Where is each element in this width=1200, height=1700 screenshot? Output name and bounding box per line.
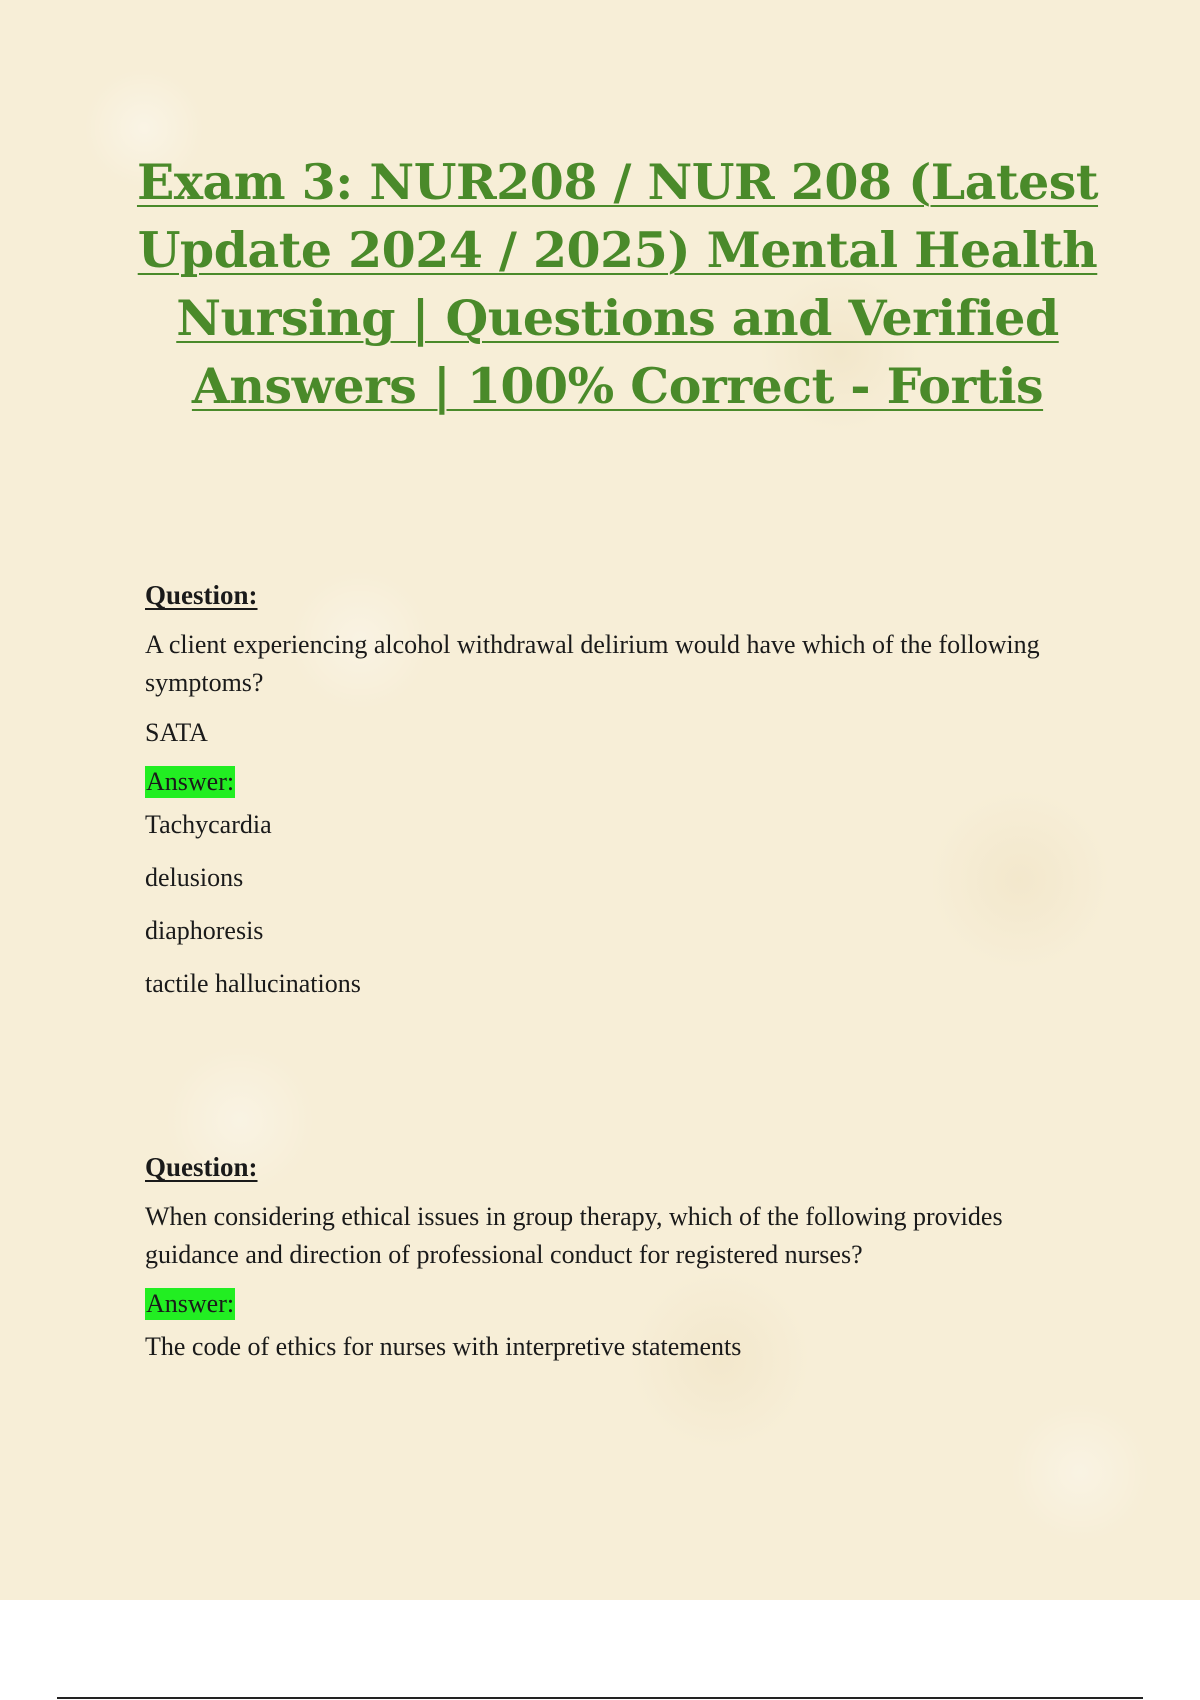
answer-label: Answer:: [146, 1289, 235, 1318]
answer-item: The code of ethics for nurses with interpretive statements: [145, 1332, 742, 1361]
question-block-2: [145, 1150, 1085, 1381]
document-title: Exam 3: NUR208 / NUR 208 (Latest Update 2024 / 2025) Mental Health Nursing | Questions and Verified Answers | 100% Correct - Fortis: [136, 153, 1099, 415]
question-heading: Question:: [145, 580, 258, 610]
question-text: A client experiencing alcohol withdrawal delirium would have which of the following symptoms?: [145, 630, 1040, 697]
question-note: SATA: [145, 718, 208, 747]
answer-item: tactile hallucinations: [145, 969, 361, 998]
footer-divider: [57, 1697, 1143, 1699]
question-block-1: [145, 578, 1085, 1018]
answer-label: Answer:: [146, 767, 235, 796]
answer-item: Tachycardia: [145, 810, 272, 839]
question-text: When considering ethical issues in group therapy, which of the following provides guidance and direction of professional conduct for registered nurses?: [145, 1202, 1003, 1269]
question-heading: Question:: [145, 1152, 258, 1182]
answer-item: delusions: [145, 863, 244, 892]
answer-item: diaphoresis: [145, 916, 264, 945]
